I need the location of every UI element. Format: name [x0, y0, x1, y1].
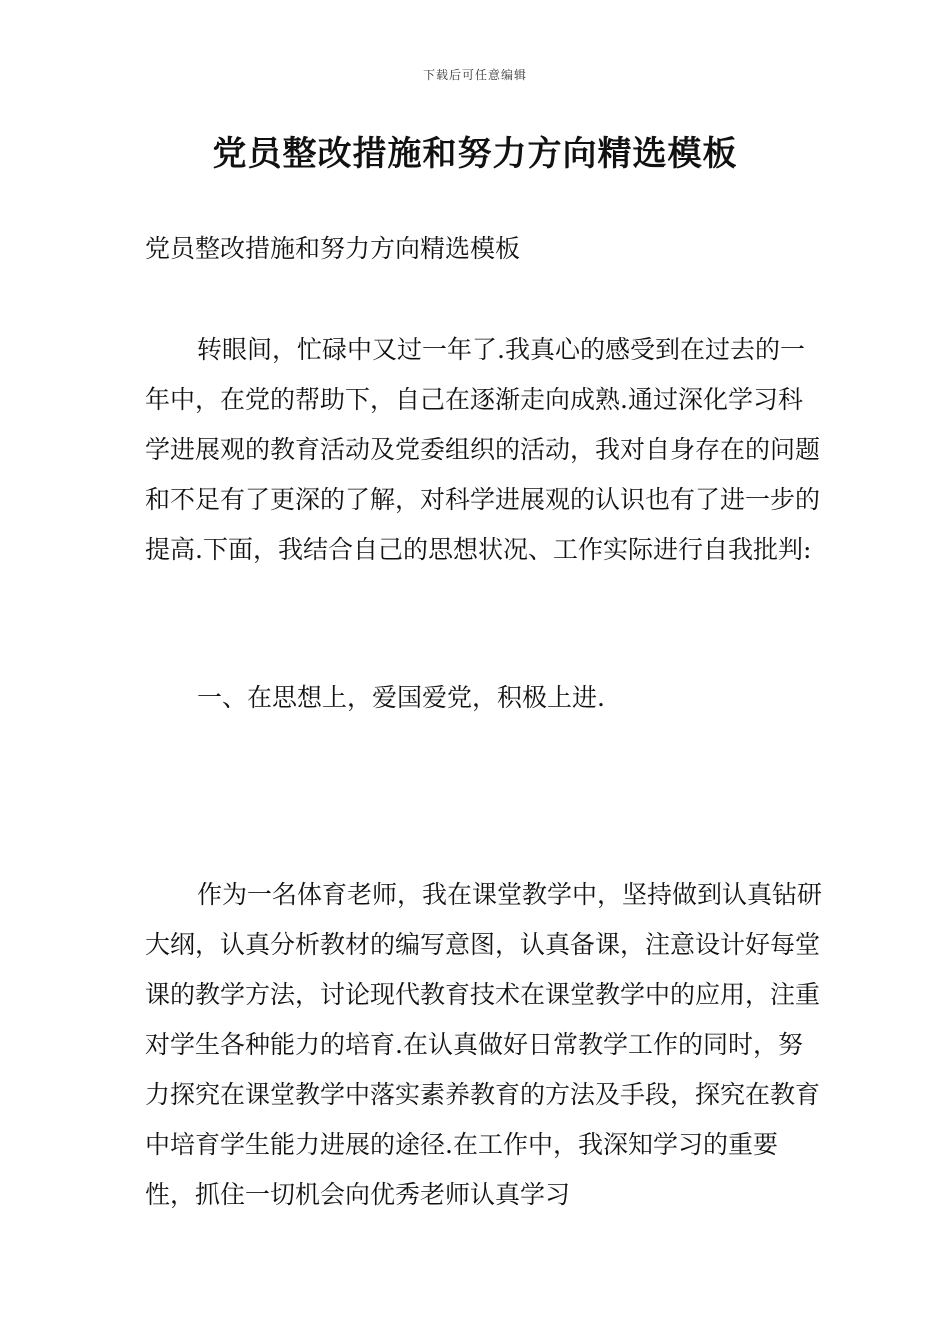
paragraph-intro: 转眼间，忙碌中又过一年了.我真心的感受到在过去的一年中，在党的帮助下，自己在逐渐走向成熟.通过深化学习科学进展观的教育活动及党委组织的活动，我对自身存在的问题和不足有了更深的了解，对科学进展观的认识也有了进一步的提高.下面，我结合自己的思想状况、工作实际进行自我批判:: [145, 335, 821, 564]
paragraph-section-heading: 一、在思想上，爱国爱党，积极上进.: [197, 683, 605, 712]
header-note: 下载后可任意编辑: [422, 68, 527, 82]
document-subtitle: 党员整改措施和努力方向精选模板: [145, 234, 521, 263]
paragraph-teaching: 作为一名体育老师，我在课堂教学中，坚持做到认真钻研大纲，认真分析教材的编写意图，认真备课，注意设计好每堂课的教学方法，讨论现代教育技术在课堂教学中的应用，注重对学生各种能力的培育.在认真做好日常教学工作的同时，努力探究在课堂教学中落实素养教育的方法及手段，探究在教育中培育学生能力进展的途径.在工作中，我深知学习的重要性，抓住一切机会向优秀老师认真学习: [145, 880, 823, 1209]
document-title: 党员整改措施和努力方向精选模板: [212, 134, 738, 174]
